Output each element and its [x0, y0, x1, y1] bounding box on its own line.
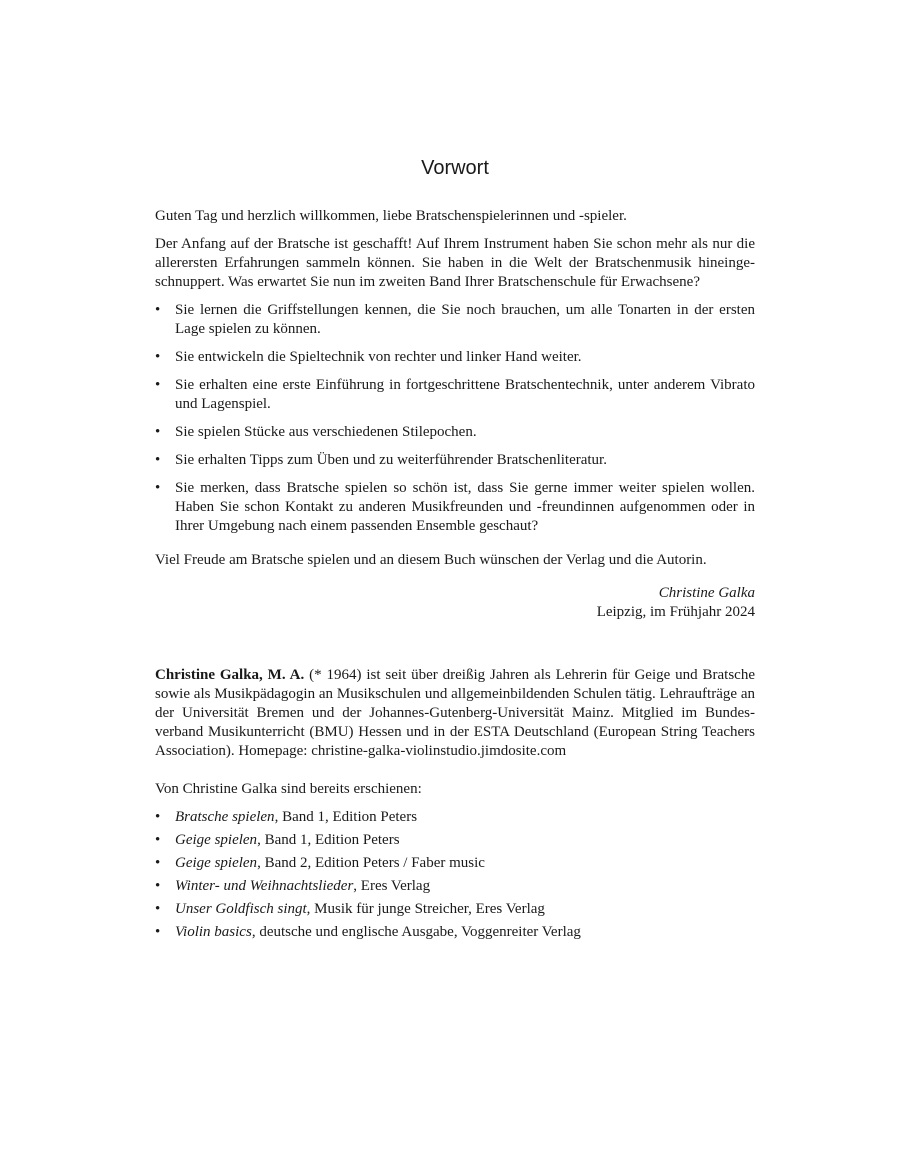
feature-text: Sie merken, dass Bratsche spielen so schön ist, dass Sie gerne immer weiter spielen wollen. Haben Sie schon Kontakt zu anderen Musikfreunden und -freundinnen aufgenommen oder in Ihrer Umgebung nach einem passenden Ensemble geschaut?: [175, 480, 755, 534]
publication-item: [155, 877, 755, 896]
publications-heading: Von Christine Galka sind bereits erschienen:: [155, 781, 422, 797]
foreword-body: [155, 207, 755, 946]
greeting-paragraph: Guten Tag und herzlich willkommen, liebe Bratschenspielerinnen und -spieler.: [155, 208, 627, 224]
bullet-icon: •: [155, 901, 161, 917]
publication-title: Violin basics: [175, 924, 252, 940]
signature-place-date: Leipzig, im Frühjahr 2024: [596, 604, 755, 620]
author-bio-text: (* 1964) ist seit über dreißig Jahren als Lehrerin für Geige und Bratsche sowie als Musikpädagogin an Musikschulen und allgemeinbildenden Schulen tätig. Lehraufträge an der Universität Bremen und der Johannes-Gutenberg-Universität Mainz. Mitglied im Bundesverband Musikunterricht (BMU) Hessen und in der ESTA Deutschland (European String Teachers Association). Homepage: christine-galka-violinstudio.jimdosite.com: [155, 667, 755, 759]
bullet-icon: •: [155, 878, 161, 894]
publication-item: [155, 854, 755, 873]
publication-item: [155, 831, 755, 850]
publication-details: , Band 2, Edition Peters / Faber music: [257, 855, 485, 871]
bullet-icon: •: [155, 302, 161, 318]
publication-details: , Musik für junge Streicher, Eres Verlag: [306, 901, 545, 917]
publication-title: Unser Goldfisch singt: [175, 901, 307, 917]
feature-list-item: [155, 376, 755, 414]
feature-list-item: [155, 451, 755, 470]
feature-text: Sie entwickeln die Spieltechnik von rechter und linker Hand weiter.: [175, 349, 582, 365]
publication-item: [155, 808, 755, 827]
bullet-icon: •: [155, 349, 161, 365]
publication-item: [155, 923, 755, 942]
feature-list: [155, 301, 755, 536]
publication-title: Geige spielen: [175, 832, 258, 848]
publication-details: , Band 1, Edition Peters: [257, 832, 400, 848]
feature-list-item: [155, 348, 755, 367]
bullet-icon: •: [155, 480, 161, 496]
bullet-icon: •: [155, 452, 161, 468]
publication-title: Winter- und Weihnachtslieder: [175, 878, 354, 894]
bullet-icon: •: [155, 809, 161, 825]
feature-text: Sie erhalten Tipps zum Üben und zu weiterführender Bratschenliteratur.: [175, 452, 607, 468]
feature-text: Sie lernen die Griffstellungen kennen, die Sie noch brauchen, um alle Tonarten in der ersten Lage spielen zu können.: [175, 302, 755, 337]
feature-list-item: [155, 423, 755, 442]
publication-item: [155, 900, 755, 919]
author-name: Christine Galka, M. A.: [155, 667, 305, 683]
publication-details: , deutsche und englische Ausgabe, Voggenreiter Verlag: [251, 924, 581, 940]
publication-title: Bratsche spielen: [175, 809, 275, 825]
bullet-icon: •: [155, 424, 161, 440]
signature-name: Christine Galka: [658, 585, 755, 601]
closing-paragraph: Viel Freude am Bratsche spielen und an diesem Buch wünschen der Verlag und die Autorin.: [155, 552, 707, 568]
page-title: Vorwort: [421, 157, 489, 179]
feature-list-item: [155, 479, 755, 536]
publication-title: Geige spielen: [175, 855, 258, 871]
signature-block: [155, 584, 755, 622]
feature-text: Sie spielen Stücke aus verschiedenen Stilepochen.: [175, 424, 477, 440]
publication-details: , Eres Verlag: [353, 878, 431, 894]
bullet-icon: •: [155, 377, 161, 393]
feature-list-item: [155, 301, 755, 339]
author-bio: [155, 666, 755, 761]
bullet-icon: •: [155, 855, 161, 871]
bullet-icon: •: [155, 924, 161, 940]
feature-text: Sie erhalten eine erste Einführung in fortgeschrittene Bratschentechnik, unter anderem Vibrato und Lagenspiel.: [175, 377, 755, 412]
publications-list: [155, 808, 755, 942]
publication-details: , Band 1, Edition Peters: [274, 809, 418, 825]
intro-paragraph: Der Anfang auf der Bratsche ist geschafft! Auf Ihrem Instrument haben Sie schon mehr als nur die allerersten Erfahrungen sammeln können. Sie haben in die Welt der Bratschenmusik hineingeschnuppert. Was erwartet Sie nun im zweiten Band Ihrer Bratschenschule für Erwachsene?: [155, 236, 755, 290]
bullet-icon: •: [155, 832, 161, 848]
